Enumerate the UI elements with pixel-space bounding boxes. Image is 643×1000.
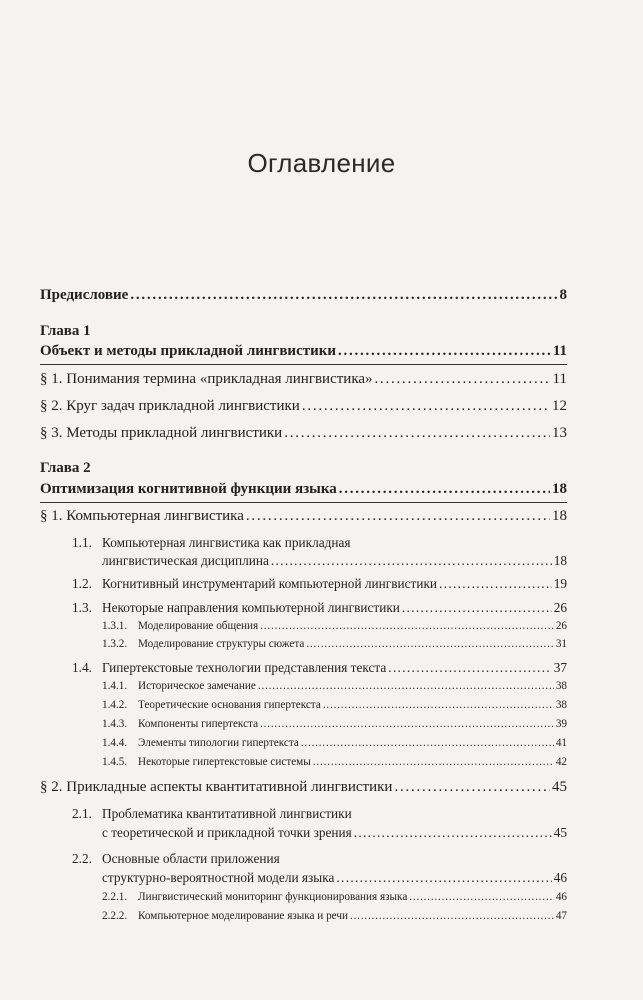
toc-entry-page: 39 [555, 718, 567, 730]
toc-entry-page: 26 [553, 600, 567, 615]
leader-dots [284, 425, 550, 442]
chapter-label: Глава 2 [40, 460, 91, 476]
toc-entry-label: Основные области приложения [102, 851, 280, 866]
toc-entry-label: лингвистическая дисциплина [102, 553, 269, 568]
toc-entry-label: Лингвистический мониторинг функционирования языка [138, 891, 408, 903]
leader-dots [339, 481, 550, 498]
leader-dots [409, 891, 554, 903]
toc-entry-subsubsection[interactable] [102, 756, 567, 768]
leader-dots [271, 553, 552, 569]
toc-entry-subsection[interactable] [102, 825, 567, 841]
toc-entry-label: Предисловие [40, 287, 129, 303]
toc-entry-label: § 1. Компьютерная лингвистика [40, 508, 244, 524]
toc-entry-subsection[interactable] [72, 600, 567, 616]
toc-entry-subsubsection[interactable] [102, 638, 567, 650]
toc-entry-page: 31 [555, 638, 567, 650]
toc-entry-page: 38 [555, 699, 567, 711]
toc-entry-number: 1.3.2. [102, 638, 128, 650]
toc-entry-page: 26 [555, 620, 567, 632]
toc-entry-page: 46 [553, 870, 567, 885]
toc-entry-section[interactable] [40, 425, 567, 442]
toc-entry-section[interactable] [40, 371, 567, 388]
toc-entry-label: Компьютерное моделирование языка и речи [138, 910, 348, 922]
toc-entry-section[interactable] [40, 398, 567, 415]
toc-entry-subsubsection[interactable] [102, 620, 567, 632]
toc-entry-label: Историческое замечание [138, 680, 256, 692]
leader-dots [402, 600, 552, 616]
toc-entry-label: § 3. Методы прикладной лингвистики [40, 425, 283, 441]
toc-entry-page: 18 [552, 481, 567, 497]
leader-dots [301, 737, 554, 749]
toc-entry-section[interactable] [40, 779, 567, 796]
toc-entry-subsection[interactable] [102, 870, 567, 886]
toc-entry-number: 1.3.1. [102, 620, 128, 632]
toc-entry-label: § 2. Прикладные аспекты квантитативной лингвистики [40, 779, 393, 795]
toc-entry-label: § 1. Понимания термина «прикладная лингвистика» [40, 371, 373, 387]
toc-entry-label: Некоторые направления компьютерной лингвистики [102, 600, 400, 615]
leader-dots [246, 508, 550, 525]
toc-entry-subsubsection[interactable] [102, 680, 567, 692]
toc-entry-subsubsection[interactable] [102, 737, 567, 749]
toc-entry-subsubsection[interactable] [102, 718, 567, 730]
toc-entry-preface[interactable] [40, 287, 567, 304]
leader-dots [313, 756, 554, 768]
toc-entry-label: Компоненты гипертекста [138, 718, 259, 730]
toc-entry-chapter2-title[interactable] [40, 481, 567, 498]
toc-entry-number: 1.4.2. [102, 699, 128, 711]
toc-entry-label: Элементы типологии гипертекста [138, 737, 299, 749]
toc-entry-label: § 2. Круг задач прикладной лингвистики [40, 398, 300, 414]
toc-entry-page: 41 [555, 737, 567, 749]
leader-dots [302, 398, 550, 415]
toc-entry-page: 11 [552, 371, 567, 387]
toc-entry-page: 45 [553, 825, 567, 840]
toc-entry-page: 38 [555, 680, 567, 692]
toc-entry-number: 1.4. [72, 660, 92, 675]
toc-entry-number: 2.2. [72, 851, 92, 866]
toc-entry-number: 2.1. [72, 806, 92, 821]
toc-entry-number: 1.4.1. [102, 680, 128, 692]
toc-entry-subsection[interactable] [102, 553, 567, 569]
toc-entry-subsection-line1 [72, 806, 352, 822]
leader-dots [439, 576, 552, 592]
toc-entry-label: Объект и методы прикладной лингвистики [40, 343, 337, 359]
leader-dots [336, 870, 551, 886]
toc-entry-label: Проблематика квантитативной лингвистики [102, 806, 352, 821]
toc-entry-page: 18 [553, 553, 567, 568]
toc-entry-label: Моделирование общения [138, 620, 259, 632]
leader-dots [260, 620, 554, 632]
toc-entry-page: 37 [553, 660, 567, 675]
toc-entry-subsection-line1 [72, 851, 280, 867]
toc-entry-number: 1.4.5. [102, 756, 128, 768]
toc-entry-number: 1.1. [72, 535, 92, 550]
toc-entry-label: Компьютерная лингвистика как прикладная [102, 535, 351, 550]
toc-entry-number: 1.2. [72, 576, 92, 591]
leader-dots [258, 680, 554, 692]
chapter-title-rule [40, 502, 567, 503]
leader-dots [338, 343, 551, 360]
toc-entry-page: 8 [559, 287, 567, 303]
toc-entry-label: Гипертекстовые технологии представления текста [102, 660, 387, 675]
leader-dots [306, 638, 553, 650]
leader-dots [354, 825, 552, 841]
toc-entry-page: 45 [552, 779, 567, 795]
toc-entry-page: 13 [552, 425, 567, 441]
toc-entry-page: 47 [555, 910, 567, 922]
toc-entry-page: 42 [555, 756, 567, 768]
leader-dots [260, 718, 554, 730]
chapter-label: Глава 1 [40, 323, 91, 339]
toc-entry-number: 2.2.2. [102, 910, 128, 922]
leader-dots [375, 371, 551, 388]
toc-entry-label: Моделирование структуры сюжета [138, 638, 305, 650]
toc-entry-subsection[interactable] [72, 576, 567, 592]
toc-entry-page: 46 [555, 891, 567, 903]
toc-entry-page: 12 [552, 398, 567, 414]
leader-dots [350, 910, 554, 922]
page-title: Оглавление [247, 148, 396, 178]
toc-entry-subsubsection[interactable] [102, 699, 567, 711]
leader-dots [130, 287, 557, 304]
toc-entry-page: 18 [552, 508, 567, 524]
toc-entry-subsubsection[interactable] [102, 891, 567, 903]
leader-dots [394, 779, 550, 796]
toc-entry-number: 1.4.4. [102, 737, 128, 749]
toc-entry-label: Некоторые гипертекстовые системы [138, 756, 311, 768]
toc-entry-label: Когнитивный инструментарий компьютерной лингвистики [102, 576, 438, 591]
toc-entry-number: 1.4.3. [102, 718, 128, 730]
toc-entry-page: 19 [553, 576, 567, 591]
toc-entry-section[interactable] [40, 508, 567, 525]
toc-entry-label: структурно-вероятностной модели языка [102, 870, 335, 885]
toc-entry-label: Теоретические основания гипертекста [138, 699, 321, 711]
toc-entry-chapter1-title[interactable] [40, 343, 567, 360]
toc-entry-number: 1.3. [72, 600, 92, 615]
toc-entry-number: 2.2.1. [102, 891, 128, 903]
chapter-title-rule [40, 364, 567, 365]
toc-entry-page: 11 [552, 343, 567, 359]
toc-entry-subsection-line1 [72, 535, 351, 551]
toc-entry-subsection[interactable] [72, 660, 567, 676]
leader-dots [323, 699, 554, 711]
leader-dots [388, 660, 551, 676]
toc-entry-label: с теоретической и прикладной точки зрения [102, 825, 352, 840]
toc-entry-subsubsection[interactable] [102, 910, 567, 922]
toc-entry-label: Оптимизация когнитивной функции языка [40, 481, 337, 497]
